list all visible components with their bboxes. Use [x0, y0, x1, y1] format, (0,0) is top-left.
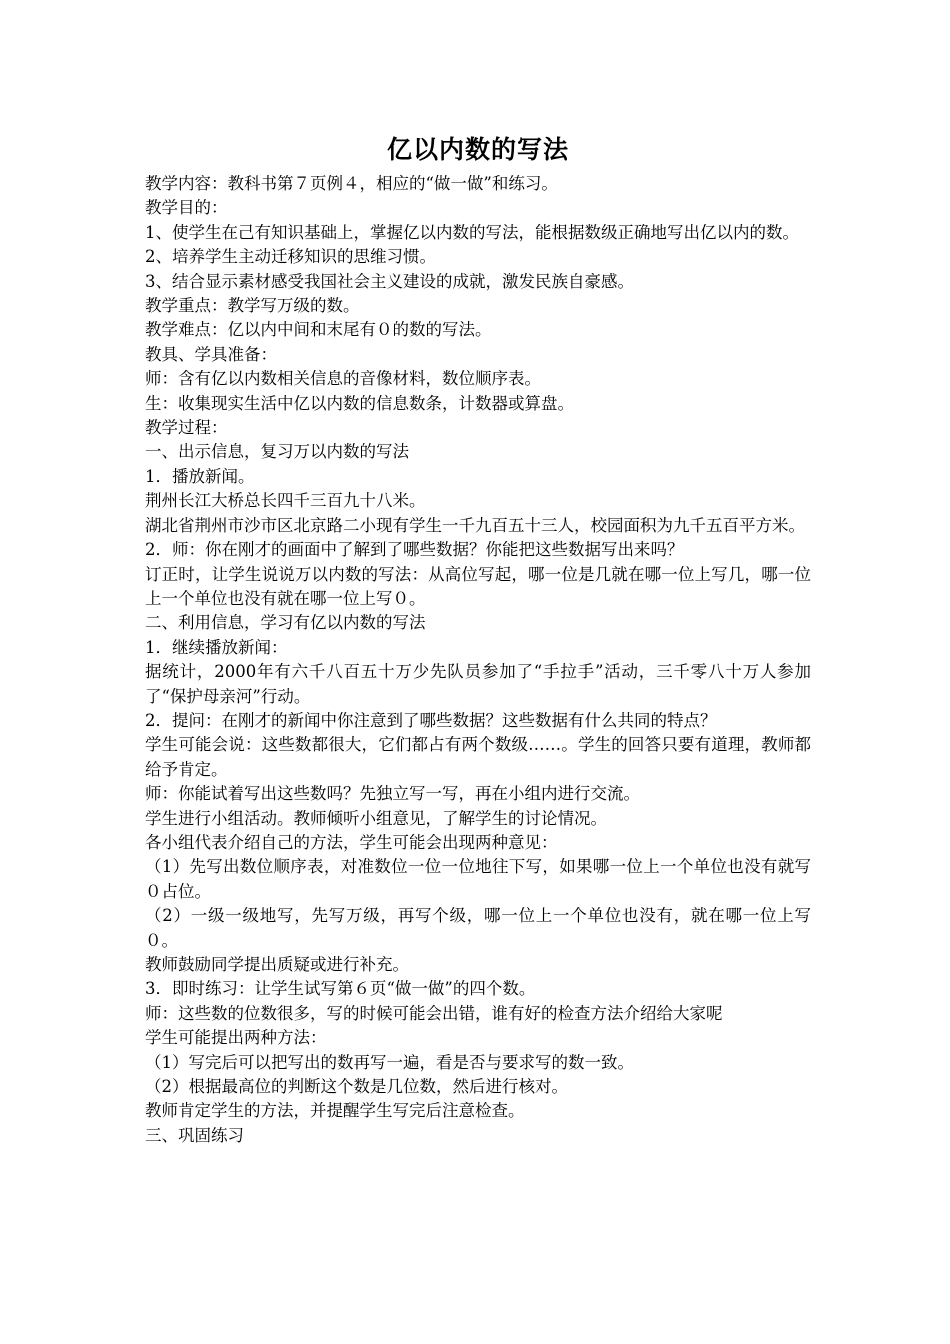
paragraph-line: 师：这些数的位数很多，写的时候可能会出错，谁有好的检查方法介绍给大家呢: [145, 1003, 723, 1023]
paragraph-line: 3．即时练习：让学生试写第６页“做一做”的四个数。: [145, 979, 536, 999]
paragraph-line: 教师鼓励同学提出质疑或进行补充。: [145, 955, 409, 974]
paragraph-line: 生：收集现实生活中亿以内数的信息数条，计数器或算盘。: [145, 393, 574, 413]
paragraph-line: （2）根据最高位的判断这个数是几位数，然后进行核对。: [145, 1077, 568, 1097]
paragraph-line: 一、出示信息，复习万以内数的写法: [145, 442, 409, 462]
paragraph-line: （1）先写出数位顺序表，对准数位一位一位地往下写，如果哪一位上一个单位也没有就写０占位。: [145, 857, 811, 901]
paragraph-line: 师：含有亿以内数相关信息的音像材料，数位顺序表。: [145, 369, 541, 389]
paragraph-line: 1、使学生在己有知识基础上，掌握亿以内数的写法，能根据数级正确地写出亿以内的数。: [145, 222, 799, 242]
paragraph-line: 二、利用信息，学习有亿以内数的写法: [145, 613, 426, 633]
paragraph-line: 订正时，让学生说说万以内数的写法：从高位写起，哪一位是几就在哪一位上写几，哪一位上一个单位也没有就在哪一位上写０。: [145, 564, 811, 608]
paragraph-line: 学生可能会说：这些数都很大，它们都占有两个数级……。学生的回答只要有道理，教师都给予肯定。: [145, 735, 811, 779]
paragraph-line: （1）写完后可以把写出的数再写一遍，看是否与要求写的数一致。: [145, 1052, 634, 1072]
paragraph-line: 教学重点：教学写万级的数。: [145, 296, 360, 316]
paragraph-line: 各小组代表介绍自己的方法，学生可能会出现两种意见：: [145, 832, 558, 852]
paragraph-line: 教学目的：: [145, 198, 228, 218]
paragraph-line: 2．师：你在刚才的画面中了解到了哪些数据？你能把这些数据写出来吗？: [145, 540, 684, 560]
paragraph-line: 教学内容：教科书第７页例４，相应的“做一做”和练习。: [145, 174, 558, 193]
paragraph-line: 学生可能提出两种方法：: [145, 1028, 327, 1048]
document-body: [145, 172, 811, 1148]
paragraph-line: 教学过程：: [145, 418, 228, 438]
document-page: [145, 130, 811, 1148]
paragraph-line: 1．继续播放新闻：: [145, 637, 288, 657]
paragraph-line: 据统计，2000年有六千八百五十万少先队员参加了“手拉手”活动，三千零八十万人参加了“保护母亲河”行动。: [145, 662, 811, 706]
paragraph-line: 教师肯定学生的方法，并提醒学生写完后注意检查。: [145, 1101, 525, 1121]
paragraph-line: 2、培养学生主动迁移知识的思维习惯。: [145, 247, 436, 267]
paragraph-line: 湖北省荆州市沙市区北京路二小现有学生一千九百五十三人，校园面积为九千五百平方米。: [145, 515, 805, 535]
paragraph-line: 荆州长江大桥总长四千三百九十八米。: [145, 491, 426, 511]
document-title: 亿以内数的写法: [386, 135, 569, 164]
paragraph-line: 师：你能试着写出这些数吗？先独立写一写，再在小组内进行交流。: [145, 784, 640, 804]
paragraph-line: 三、巩固练习: [145, 1125, 244, 1145]
paragraph-line: （2）一级一级地写，先写万级，再写个级，哪一位上一个单位也没有，就在哪一位上写０。: [145, 906, 811, 950]
paragraph-line: 学生进行小组活动。教师倾听小组意见，了解学生的讨论情况。: [145, 808, 607, 828]
paragraph-line: 1．播放新闻。: [145, 466, 255, 486]
paragraph-line: 教具、学具准备：: [145, 344, 277, 364]
paragraph-line: 3、结合显示素材感受我国社会主义建设的成就，激发民族自豪感。: [145, 271, 634, 291]
paragraph-line: 2．提问：在刚才的新闻中你注意到了哪些数据？这些数据有什么共同的特点？: [145, 710, 717, 730]
paragraph-line: 教学难点：亿以内中间和末尾有０的数的写法。: [145, 320, 492, 340]
